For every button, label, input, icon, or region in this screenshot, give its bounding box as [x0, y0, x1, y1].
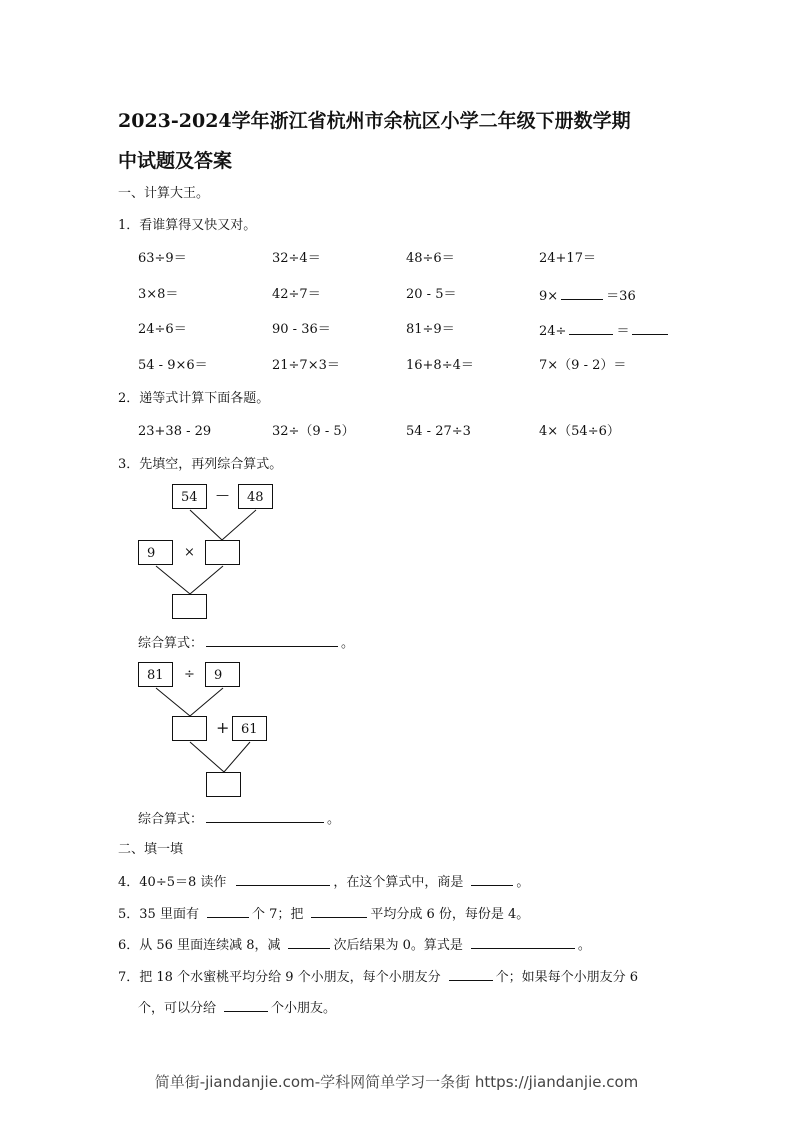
text: 。: [577, 938, 591, 953]
text: 次后结果为 0。算式是: [333, 938, 463, 953]
text: 平均分成 6 份，每份是 4。: [370, 907, 530, 922]
number-box: 9: [138, 540, 173, 565]
operator: +: [216, 718, 230, 737]
period: 。: [327, 812, 341, 827]
title-line-2: 中试题及答案: [118, 150, 233, 172]
calc-text: ＝36: [606, 289, 636, 304]
number-box: 54: [172, 484, 207, 509]
text: ，在这个算式中，商是: [333, 875, 464, 890]
text: 个；如果每个小朋友分 6: [495, 970, 639, 985]
text: 6．从 56 里面连续减 8，减: [118, 938, 281, 953]
calc-text: ＝: [616, 324, 630, 339]
answer-blank[interactable]: [206, 810, 324, 823]
calc-item: 7×（9 - 2）＝: [539, 358, 627, 373]
calc-item: 24÷6＝: [138, 322, 187, 337]
calc-text: 9×: [539, 289, 559, 304]
question-5: [118, 905, 529, 923]
text: 个 7；把: [251, 907, 304, 922]
text: 个，可以分给: [138, 1001, 217, 1016]
answer-blank[interactable]: [236, 873, 330, 886]
calc-item: 81÷9＝: [406, 322, 455, 337]
calc-item: 48÷6＝: [406, 251, 455, 266]
answer-blank[interactable]: [288, 936, 330, 949]
question-4: [118, 873, 529, 891]
calc-item: 54 - 27÷3: [406, 424, 471, 439]
empty-answer-box[interactable]: [205, 540, 240, 565]
calc-item: 16+8÷4＝: [406, 358, 474, 373]
answer-blank[interactable]: [449, 968, 493, 981]
question-7-cont: [138, 999, 336, 1017]
label: 综合算式：: [138, 636, 204, 651]
answer-blank[interactable]: [206, 634, 338, 647]
calc-item: 4×（54÷6）: [539, 424, 620, 439]
answer-blank[interactable]: [224, 999, 268, 1012]
operator: ×: [184, 545, 195, 560]
calc-item: 90 - 36＝: [272, 322, 331, 337]
empty-answer-box[interactable]: [172, 594, 207, 619]
period: 。: [341, 636, 355, 651]
operator: —: [216, 488, 229, 503]
answer-blank[interactable]: [207, 905, 249, 918]
text: 。: [516, 875, 530, 890]
number-box: 48: [238, 484, 273, 509]
answer-blank[interactable]: [311, 905, 367, 918]
text: 5．35 里面有: [118, 907, 199, 922]
text: 7．把 18 个水蜜桃平均分给 9 个小朋友，每个小朋友分: [118, 970, 441, 985]
calc-item: 24+17＝: [539, 251, 596, 266]
text: 个小朋友。: [271, 1001, 337, 1016]
number-box: 9: [205, 662, 240, 687]
question-6: [118, 936, 591, 954]
answer-blank[interactable]: [471, 873, 513, 886]
calc-item: 32÷4＝: [272, 251, 321, 266]
empty-answer-box[interactable]: [172, 716, 207, 741]
text: 4．40÷5＝8 读作: [118, 875, 227, 890]
calc-item: 23+38 - 29: [138, 424, 212, 439]
calc-item: 20 - 5＝: [406, 287, 457, 302]
question-7: [118, 968, 638, 986]
empty-answer-box[interactable]: [206, 772, 241, 797]
answer-blank[interactable]: [471, 936, 575, 949]
calc-item: 32÷（9 - 5）: [272, 424, 355, 439]
calc-text: 24÷: [539, 324, 567, 339]
section-1-heading: 一、计算大王。: [118, 186, 210, 201]
footer-watermark: 简单街-jiandanjie.com-学科网简单学习一条街 https://jiandanjie.com: [154, 1073, 639, 1091]
question-2: 2．递等式计算下面各题。: [118, 391, 270, 406]
label: 综合算式：: [138, 812, 204, 827]
calc-item: 3×8＝: [138, 287, 179, 302]
combined-formula-1: [138, 634, 354, 652]
number-box: 61: [232, 716, 267, 741]
operator: ÷: [184, 667, 195, 682]
section-2-heading: 二、填一填: [118, 842, 184, 857]
calc-item: 54 - 9×6＝: [138, 358, 208, 373]
combined-formula-2: [138, 810, 340, 828]
calc-item: 42÷7＝: [272, 287, 321, 302]
title-line-1: 2023-2024学年浙江省杭州市余杭区小学二年级下册数学期: [118, 110, 631, 132]
calc-item: 63÷9＝: [138, 251, 187, 266]
question-1: 1．看谁算得又快又对。: [118, 218, 257, 233]
number-box: 81: [138, 662, 173, 687]
question-3: 3．先填空，再列综合算式。: [118, 457, 283, 472]
calc-item: 21÷7×3＝: [272, 358, 340, 373]
